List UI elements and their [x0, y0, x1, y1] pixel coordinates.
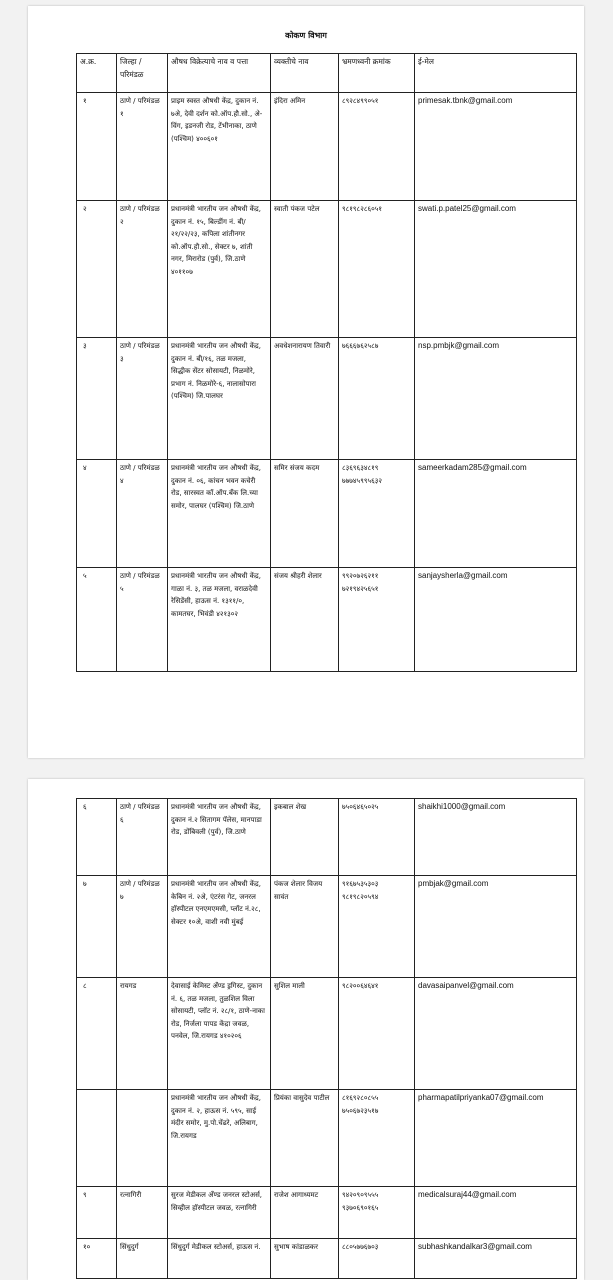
phone-cell: ८१६९२८०८५५ ७५०६७२३५१७: [339, 1090, 415, 1187]
sr-cell: ८: [77, 978, 117, 1090]
phone-cell: ९८२००६४६४१: [339, 978, 415, 1090]
district-cell: रायगड: [117, 978, 168, 1090]
header-store: औषध विक्रेत्याचे नाव व पत्ता: [168, 54, 271, 93]
person-cell: सुशिल माली: [271, 978, 339, 1090]
person-cell: स्वाती पंकज पटेल: [271, 201, 339, 338]
sr-cell: ३: [77, 338, 117, 460]
email-cell: sanjaysherla@gmail.com: [415, 568, 577, 672]
person-cell: राजेश आगाध्यमट: [271, 1187, 339, 1239]
table-row: [77, 799, 577, 876]
phone-cell: ७६६६७६२५८७: [339, 338, 415, 460]
vendor-table-continued: [76, 798, 577, 1279]
person-cell: इंदिरा अमिन: [271, 93, 339, 201]
table-row: [77, 93, 577, 201]
store-cell: सिंधुदुर्ग मेडीकल स्टोअर्स, हाऊस नं.: [168, 1239, 271, 1279]
email-cell: shaikhi1000@gmail.com: [415, 799, 577, 876]
sr-cell: २: [77, 201, 117, 338]
person-cell: पंकज शेलार विजय सावंत: [271, 876, 339, 978]
table-row: [77, 460, 577, 568]
table-row: [77, 1187, 577, 1239]
store-cell: प्रधानमंत्री भारतीय जन औषधी केंद्र, गाळा नं. ३, तळ मजला, वराळदेवी रेसिडेंसी, हाऊस नं. १३११/०, कामतघर, भिवंडी ४२१३०२: [168, 568, 271, 672]
header-sr: अ.क्र.: [77, 54, 117, 93]
table-row: [77, 1239, 577, 1279]
sr-cell: १०: [77, 1239, 117, 1279]
store-cell: प्रधानमंत्री भारतीय जन औषधी केंद्र, दुकान नं. २, हाऊस नं. ५९५, साई मंदीर समोर, मु.पो.चेंढरे, अलिबाग, जि.रायगड: [168, 1090, 271, 1187]
email-cell: pmbjak@gmail.com: [415, 876, 577, 978]
store-cell: देवासाई केमिस्ट अँण्ड ड्रगिस्ट, दुकान नं. ६, तळ मजला, तुळशिल विला सोसायटी, प्लॉट नं. २८/१, ठाणे-नाका रोड, निर्जला पापड केंद्रा जवळ, पनवेल, जि.रायगड ४१०२०६: [168, 978, 271, 1090]
sr-cell: ५: [77, 568, 117, 672]
phone-cell: ८९२८४९९०५१: [339, 93, 415, 201]
district-cell: ठाणे / परिमंडळ ५: [117, 568, 168, 672]
phone-cell: ९८१९८२८६०५१: [339, 201, 415, 338]
sr-cell: ४: [77, 460, 117, 568]
email-cell: pharmapatilpriyanka07@gmail.com: [415, 1090, 577, 1187]
person-cell: सुभाष कांडाळकर: [271, 1239, 339, 1279]
district-cell: [117, 1090, 168, 1187]
person-cell: इकबाल शेख: [271, 799, 339, 876]
phone-cell: ८३६९६३४८१९ ७७७४५९९५६३२: [339, 460, 415, 568]
email-cell: subhashkandalkar3@gmail.com: [415, 1239, 577, 1279]
phone-cell: ९१६७५३५३०३ ९८१९८२०५९४: [339, 876, 415, 978]
district-cell: ठाणे / परिमंडळ ७: [117, 876, 168, 978]
sr-cell: ७: [77, 876, 117, 978]
district-cell: ठाणे / परिमंडळ १: [117, 93, 168, 201]
district-cell: ठाणे / परिमंडळ ४: [117, 460, 168, 568]
table-row: [77, 1090, 577, 1187]
document-page-1: [28, 6, 584, 758]
table-row: [77, 876, 577, 978]
person-cell: संजय श्रीहरी शेलार: [271, 568, 339, 672]
store-cell: प्रधानमंत्री भारतीय जन औषधी केंद्र, केबिन नं. २अे, एंटरंस गेट, जनरल हॉस्पीटल एनएमएमसी, प्लॉट नं.२८, सेक्टर १०अे, वाशी नवी मुंबई: [168, 876, 271, 978]
phone-cell: ९४२०९०९५५५ ९३७०६९०१६५: [339, 1187, 415, 1239]
header-person: व्यक्तीचे नाव: [271, 54, 339, 93]
email-cell: sameerkadam285@gmail.com: [415, 460, 577, 568]
district-cell: रत्नागिरी: [117, 1187, 168, 1239]
sr-cell: [77, 1090, 117, 1187]
header-email: ई-मेल: [415, 54, 577, 93]
phone-cell: ९९२०७२६२११ ७२१९४२५६५१: [339, 568, 415, 672]
store-cell: प्रधानमंत्री भारतीय जन औषधी केंद्र, दुकान नं.२ सितागम पॅलेस, मानपाडा रोड, डोंबिवली (पुर्व), जि.ठाणे: [168, 799, 271, 876]
store-cell: प्रधानमंत्री भारतीय जन औषधी केंद्र, दुकान नं. बी/१६, तळ मजला, सिद्धीक सेंटर सोसायटी, निळमोरे, प्रभाग नं. निळमोरे-६, नालासोपारा (पश्चिम) जि.पालघर: [168, 338, 271, 460]
district-cell: ठाणे / परिमंडळ ३: [117, 338, 168, 460]
email-cell: swati.p.patel25@gmail.com: [415, 201, 577, 338]
sr-cell: ६: [77, 799, 117, 876]
email-cell: davasaipanvel@gmail.com: [415, 978, 577, 1090]
header-phone: भ्रमणध्वनी क्रमांक: [339, 54, 415, 93]
district-cell: सिंधुदुर्ग: [117, 1239, 168, 1279]
district-cell: ठाणे / परिमंडळ ६: [117, 799, 168, 876]
table-row: [77, 338, 577, 460]
person-cell: समिर संजय कदम: [271, 460, 339, 568]
store-cell: प्राइम स्वस्त औषधी केंद्र, दुकान नं. ७अे, देवी दर्शन को.ऑप.हौ.सो., अे-विंग, इडनजी रोड, टेंभीनाका, ठाणे (पश्चिम) ४००६०१: [168, 93, 271, 201]
person-cell: प्रियंका वासुदेव पाटील: [271, 1090, 339, 1187]
table-row: [77, 201, 577, 338]
phone-cell: ८८०५७७६७०३: [339, 1239, 415, 1279]
store-cell: सुरज मेडीकल अँण्ड जनरल स्टोअर्स, सिव्हील हॉस्पीटल जवळ, रत्नागिरी: [168, 1187, 271, 1239]
vendor-table: [76, 53, 577, 672]
phone-cell: ७५०६४६५०२५: [339, 799, 415, 876]
store-cell: प्रधानमंत्री भारतीय जन औषधी केंद्र, दुकान नं. ०६, कांचन भवन कचेरी रोड, सारस्वत कॉ.ऑप.बँक लि.च्या समोर, पालघर (पश्चिम) जि.ठाणे: [168, 460, 271, 568]
page-title: कोकण विभाग: [285, 31, 327, 40]
header-district: जिल्हा / परिमंडळ: [117, 54, 168, 93]
table-row: [77, 568, 577, 672]
store-cell: प्रधानमंत्री भारतीय जन औषधी केंद्र, दुकान नं. १५, बिल्डींग नं. बी/२१/२२/२३, कपिला शांतीनगर को.ऑप.हौ.सो., सेक्टर ७, शांती नगर, मिरारोड (पुर्व), जि.ठाणे ४०११०७: [168, 201, 271, 338]
person-cell: अवधेशनारायण तिवारी: [271, 338, 339, 460]
email-cell: primesak.tbnk@gmail.com: [415, 93, 577, 201]
sr-cell: ९: [77, 1187, 117, 1239]
table-header-row: [77, 54, 577, 93]
email-cell: nsp.pmbjk@gmail.com: [415, 338, 577, 460]
document-page-2: [28, 779, 584, 1280]
table-row: [77, 978, 577, 1090]
email-cell: medicalsuraj44@gmail.com: [415, 1187, 577, 1239]
district-cell: ठाणे / परिमंडळ २: [117, 201, 168, 338]
sr-cell: १: [77, 93, 117, 201]
